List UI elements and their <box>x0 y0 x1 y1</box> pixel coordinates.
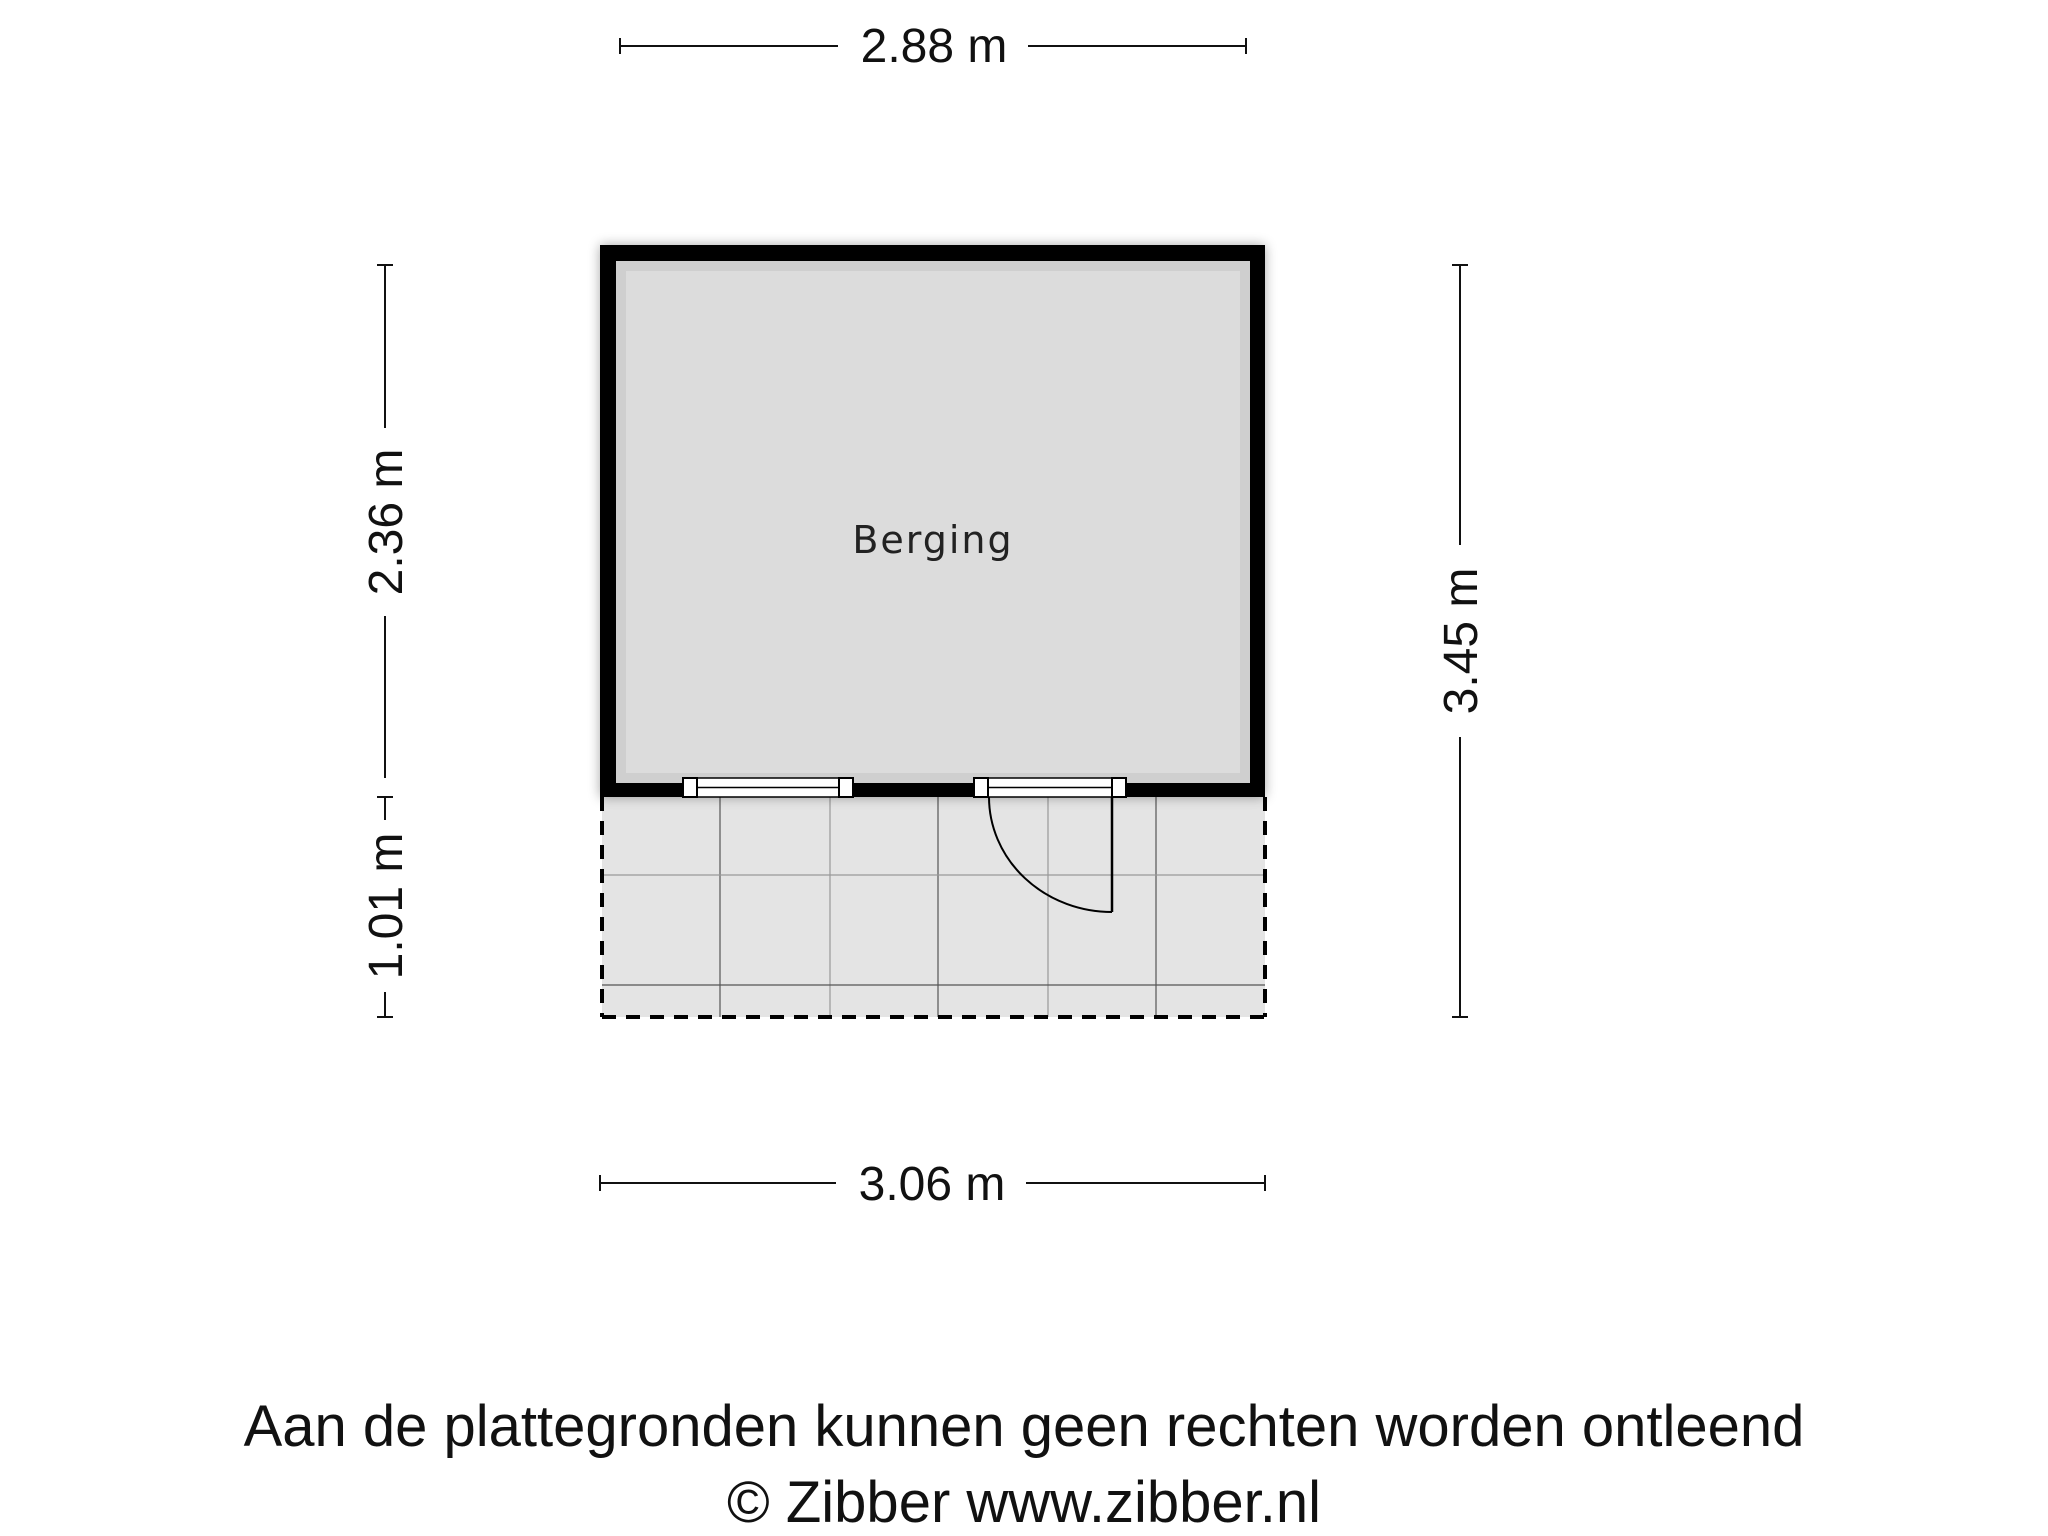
window <box>683 778 853 797</box>
window-frame-left <box>683 778 697 797</box>
terrace-area <box>602 797 1265 1017</box>
room-berging <box>600 245 1265 797</box>
dimension-bottom-width-label: 3.06 m <box>858 1158 1006 1211</box>
door-frame-right <box>1112 778 1126 797</box>
room-label: Berging <box>852 518 1014 562</box>
dimension-top-width-label: 2.88 m <box>860 20 1008 73</box>
window-frame-right <box>839 778 853 797</box>
copyright-text: © Zibber www.zibber.nl <box>727 1470 1321 1535</box>
disclaimer-text: Aan de plattegronden kunnen geen rechten worden ontleend <box>243 1394 1805 1459</box>
dimension-left-terrace-depth-label: 1.01 m <box>360 832 413 980</box>
terrace-floor <box>602 797 1265 1017</box>
dimension-left-room-depth-label: 2.36 m <box>360 448 413 596</box>
door-frame-left <box>974 778 988 797</box>
dimension-right-total-depth-label: 3.45 m <box>1435 567 1488 715</box>
